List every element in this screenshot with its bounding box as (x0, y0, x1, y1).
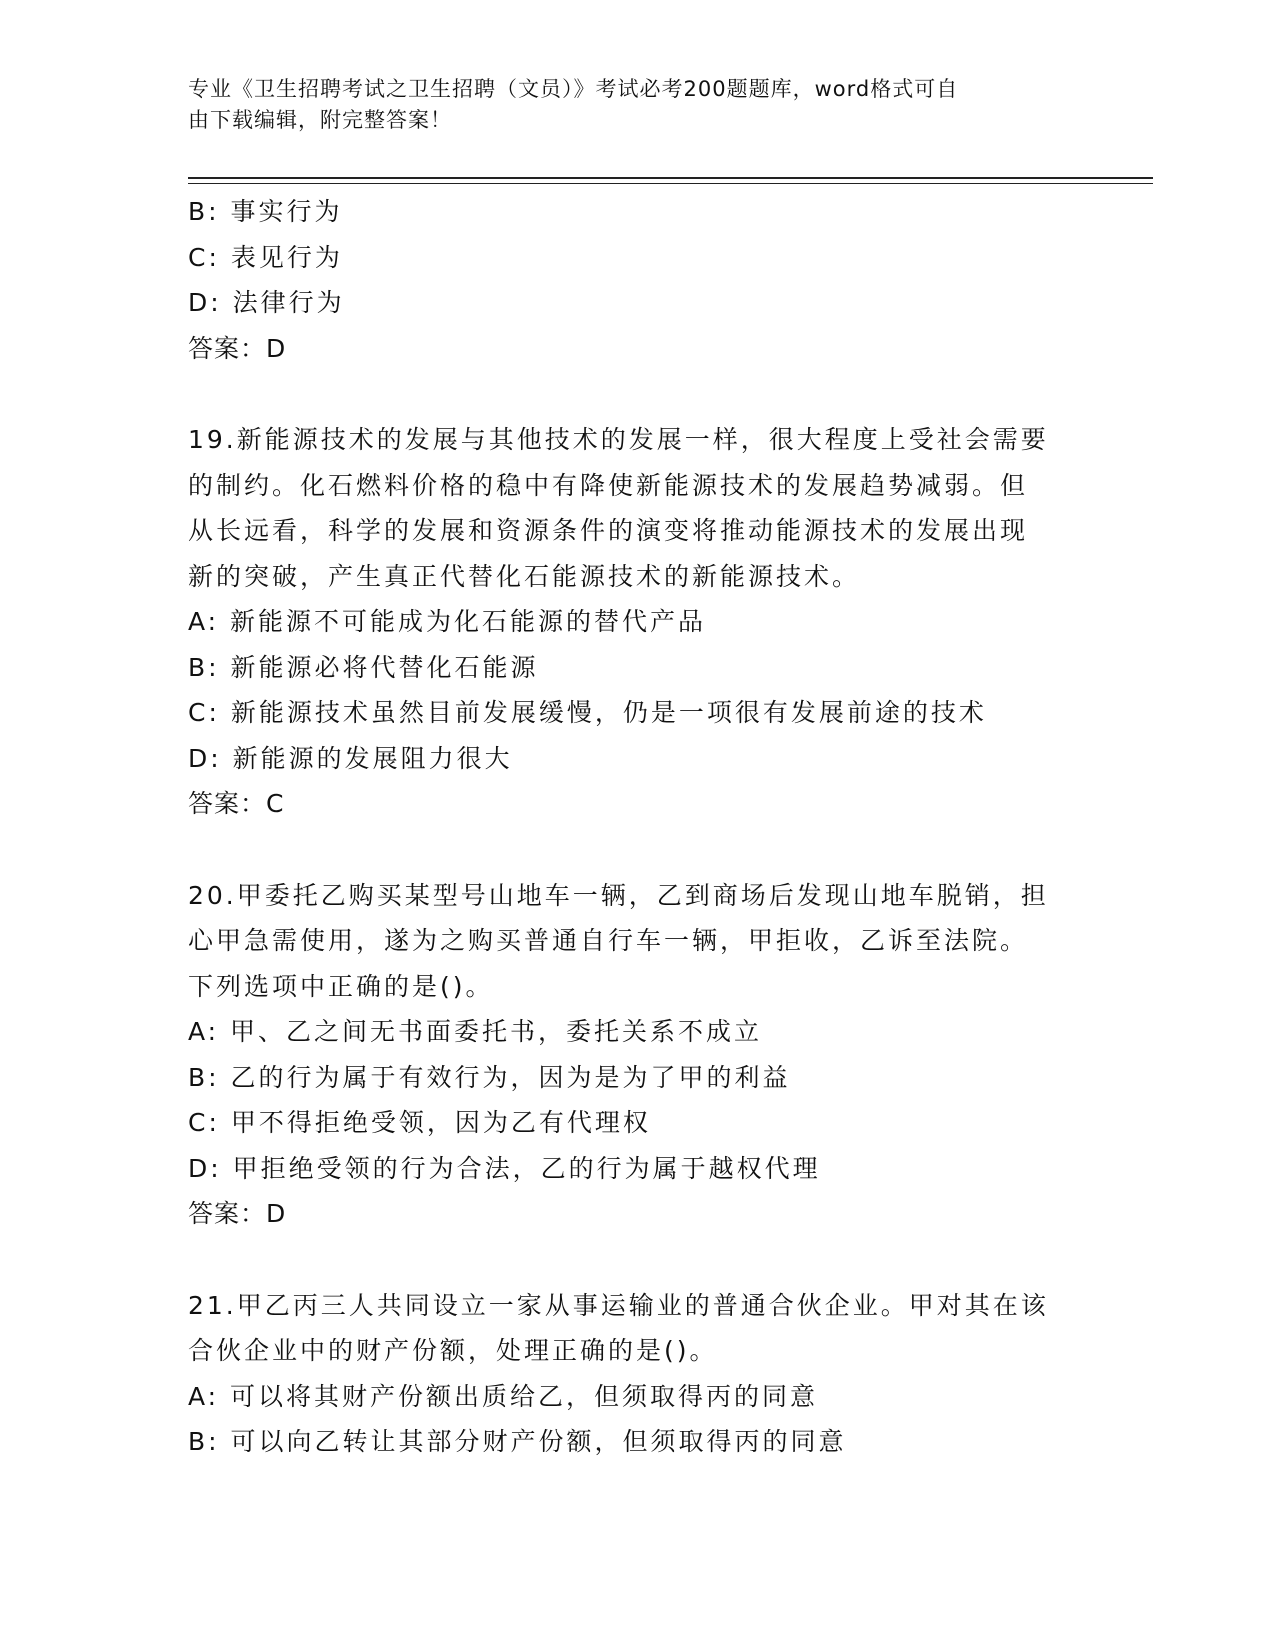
question-stem-line: 心甲急需使用，遂为之购买普通自行车一辆，甲拒收，乙诉至法院。 (188, 926, 1029, 955)
spacer (188, 827, 1088, 873)
option-d: D: 新能源的发展阻力很大 (188, 743, 513, 773)
question-stem-line: 合伙企业中的财产份额，处理正确的是()。 (188, 1336, 718, 1365)
question-stem-line: 的制约。化石燃料价格的稳中有降使新能源技术的发展趋势减弱。但 (188, 470, 1029, 500)
option-c: C: 新能源技术虽然目前发展缓慢，仍是一项很有发展前途的技术 (188, 698, 987, 727)
header-line-1: 专业《卫生招聘考试之卫生招聘（文员）》考试必考200题题库，word格式可自 (188, 77, 959, 101)
option-c: C: 表见行为 (188, 242, 343, 272)
option-a: A: 新能源不可能成为化石能源的替代产品 (188, 607, 707, 636)
question-21 (188, 1283, 1088, 1465)
answer-line: 答案：D (188, 1199, 287, 1228)
answer-line: 答案：D (188, 333, 287, 363)
question-stem-line: 从长远看，科学的发展和资源条件的演变将推动能源技术的发展出现 (188, 516, 1029, 545)
option-b: B: 事实行为 (188, 197, 343, 226)
option-b: B: 可以向乙转让其部分财产份额，但须取得丙的同意 (188, 1427, 847, 1456)
question-20 (188, 873, 1088, 1237)
question-19 (188, 417, 1088, 827)
option-d: D: 法律行为 (188, 288, 345, 317)
question-stem-line: 下列选项中正确的是()。 (188, 971, 494, 1001)
spacer (188, 371, 1088, 417)
option-b: B: 新能源必将代替化石能源 (188, 652, 539, 682)
header-line-2: 由下载编辑，附完整答案！ (188, 108, 452, 132)
header-divider-thick (188, 177, 1153, 179)
option-b: B: 乙的行为属于有效行为，因为是为了甲的利益 (188, 1062, 791, 1092)
option-a: A: 可以将其财产份额出质给乙，但须取得丙的同意 (188, 1381, 819, 1411)
question-list (188, 189, 1088, 1465)
spacer (188, 1237, 1088, 1283)
question-stem-line: 新的突破，产生真正代替化石能源技术的新能源技术。 (188, 561, 861, 591)
question-stem-line: 19.新能源技术的发展与其他技术的发展一样，很大程度上受社会需要 (188, 425, 1049, 454)
document-header (188, 74, 1068, 136)
header-divider-thin (188, 183, 1153, 184)
option-d: D: 甲拒绝受领的行为合法，乙的行为属于越权代理 (188, 1153, 821, 1183)
option-a: A: 甲、乙之间无书面委托书，委托关系不成立 (188, 1017, 763, 1046)
question-stem-line: 21.甲乙丙三人共同设立一家从事运输业的普通合伙企业。甲对其在该 (188, 1290, 1049, 1320)
answer-line: 答案：C (188, 789, 285, 818)
option-c: C: 甲不得拒绝受领，因为乙有代理权 (188, 1108, 651, 1137)
question-stem-line: 20.甲委托乙购买某型号山地车一辆，乙到商场后发现山地车脱销，担 (188, 880, 1049, 910)
question-18-continued (188, 189, 1088, 371)
